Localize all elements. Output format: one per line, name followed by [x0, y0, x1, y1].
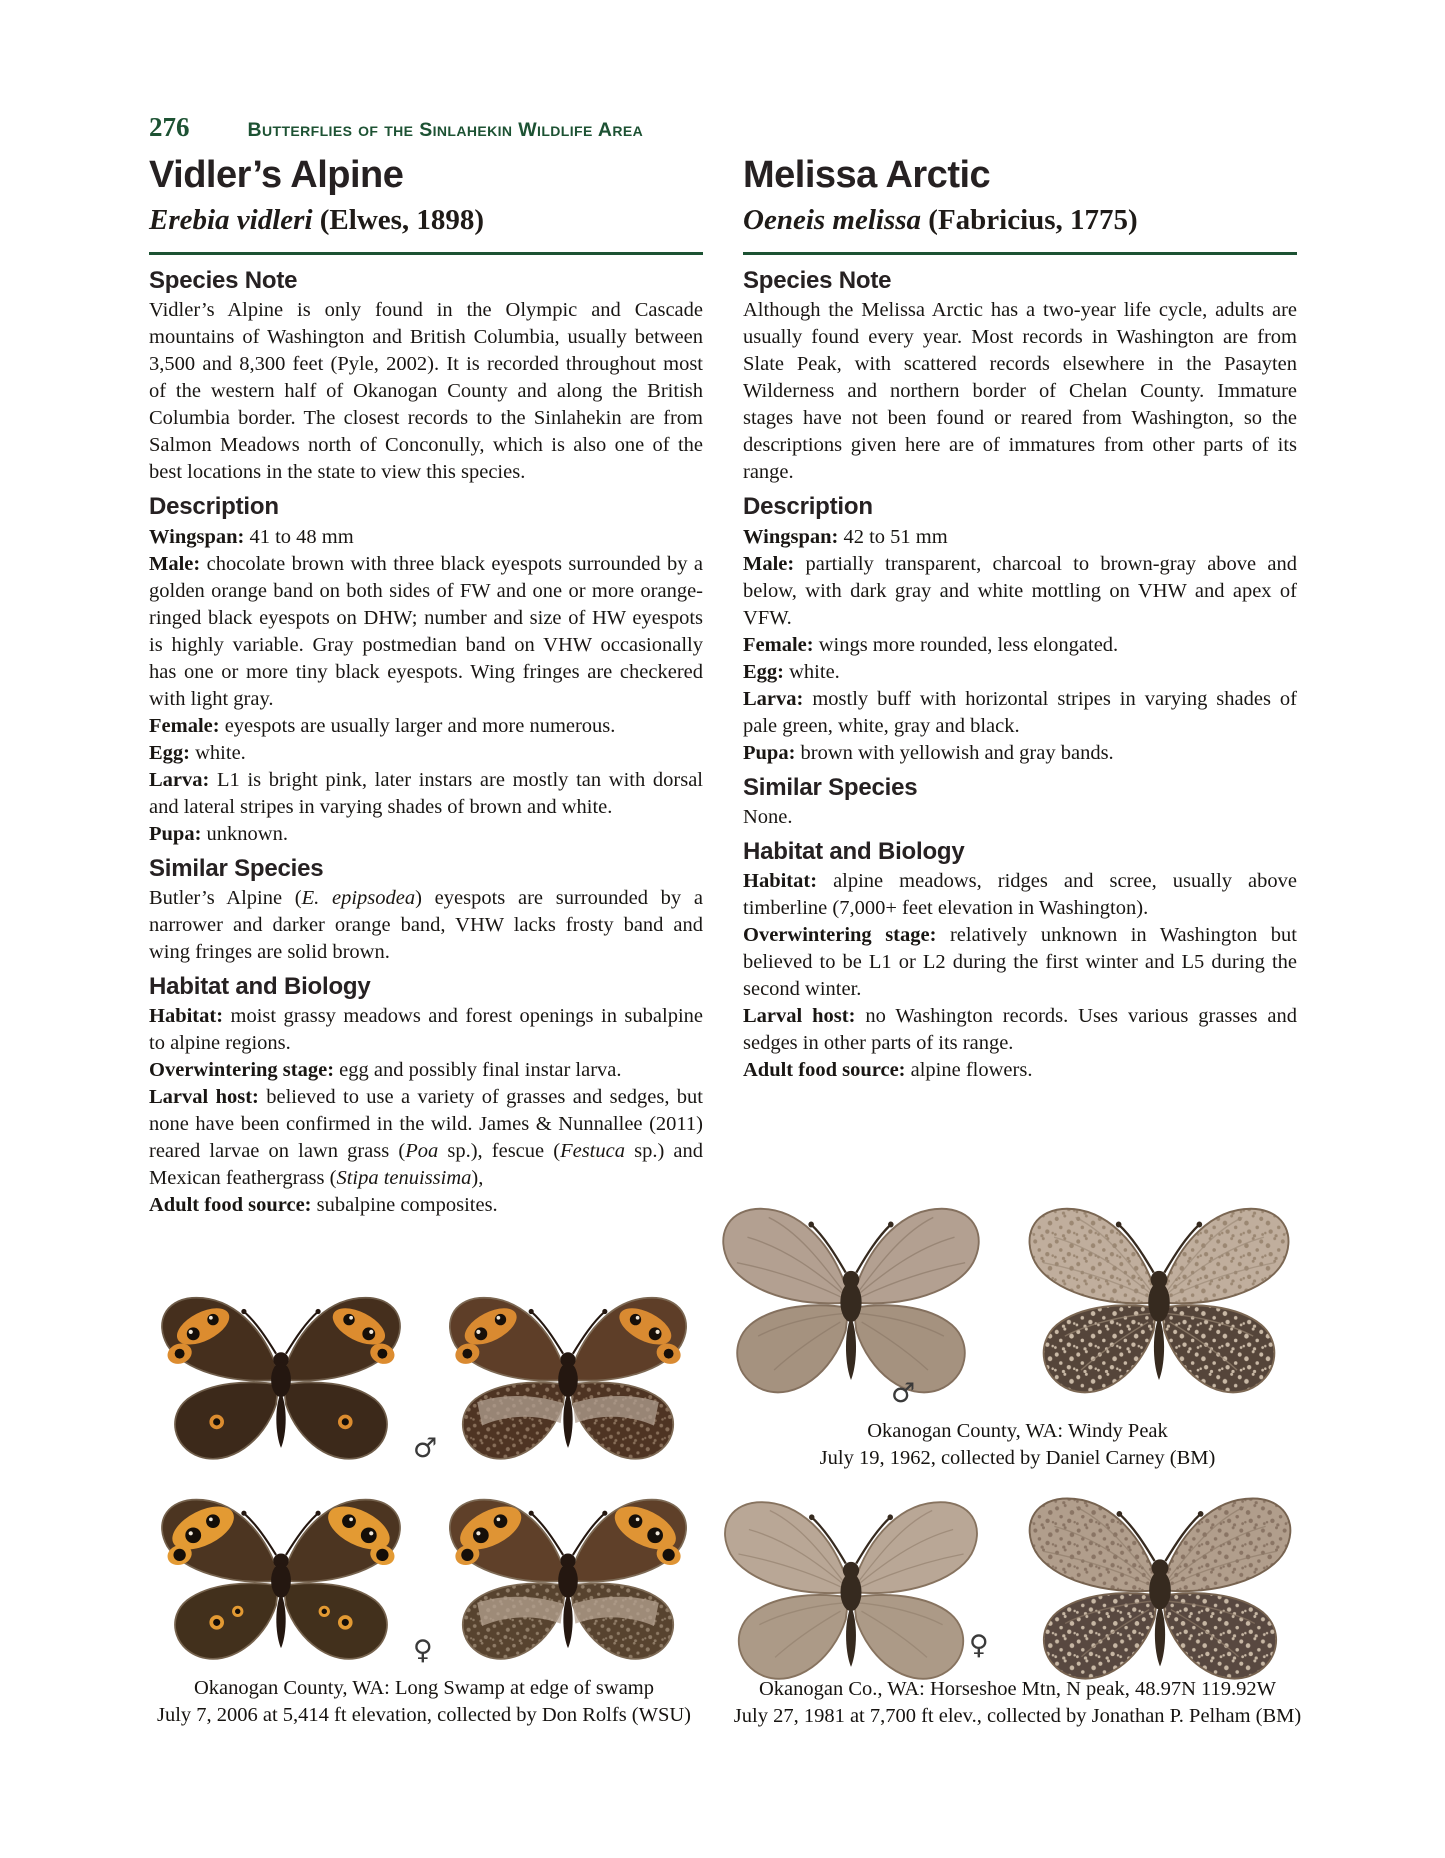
text-run: Male: [149, 552, 201, 575]
butterfly-vidlers-alpine-male-dorsal [145, 1283, 417, 1469]
text-run: wings more rounded, less elongated. [813, 633, 1119, 656]
paragraph [149, 740, 703, 767]
text-run: white. [190, 741, 246, 764]
text-run: alpine meadows, ridges and scree, usually above timberline (7,000+ feet elevation in Washington). [743, 870, 1297, 920]
paragraph [149, 1003, 703, 1057]
text-run: eyespots are usually larger and more numerous. [219, 714, 616, 737]
butterfly-vidlers-alpine-female-ventral [433, 1485, 703, 1669]
text-run: ) eyespots are surrounded by a narrower and darker orange band, VHW lacks frosty band and wing fringes are solid brown. [149, 886, 703, 963]
running-title: Butterflies of the Sinlahekin Wildlife Area [247, 119, 644, 141]
butterfly-melissa-arctic-female-dorsal [707, 1486, 995, 1690]
butterfly-illustration [1011, 1482, 1309, 1690]
caption-line: Okanogan County, WA: Windy Peak [867, 1420, 1168, 1442]
text-run: Habitat: [743, 870, 818, 893]
text-run: believed to use a variety of grasses and sedges, but none have been confirmed in the wild. James & Nunnallee (2011) reared larvae on lawn grass ( [149, 1086, 703, 1163]
butterfly-vidlers-alpine-male-ventral [433, 1283, 703, 1469]
text-run: chocolate brown with three black eyespots surrounded by a golden orange band on both sides of FW and one or more orange-ringed black eyespots on DHW; number and size of HW eyespots is highly variable. Gray postmedian band on VHW occasionally has one or more tiny black eyespots. Wing fringes are checkered with light gray. [149, 552, 703, 710]
text-run: ), [471, 1167, 484, 1190]
text-run: (Elwes, 1898) [312, 203, 485, 236]
text-run: white. [784, 660, 840, 683]
text-run: partially transparent, charcoal to brown-gray above and below, with dark gray and white mottling on VHW and apex of VFW. [743, 552, 1297, 629]
butterfly-illustration [705, 1192, 997, 1404]
paragraph [149, 885, 703, 966]
paragraph [149, 1192, 703, 1219]
text-run: Adult food source: [149, 1194, 312, 1217]
text-run: Wingspan: [743, 525, 839, 548]
species-common-name: Melissa Arctic [743, 154, 991, 196]
butterfly-illustration [145, 1283, 417, 1469]
section-heading: Description [149, 493, 279, 521]
butterfly-vidlers-alpine-female-dorsal [145, 1485, 417, 1669]
figure-melissa-arctic [705, 1192, 1330, 1747]
text-run: (Fabricius, 1775) [921, 203, 1138, 236]
paragraph [743, 551, 1297, 632]
paragraph [743, 740, 1297, 767]
paragraph [743, 297, 1297, 486]
species-article-vidlers-alpine [149, 156, 703, 1219]
species-sections [743, 268, 1297, 1085]
species-sections [149, 268, 703, 1220]
text-run: Pupa: [743, 741, 796, 764]
paragraph [743, 1003, 1297, 1057]
text-run: L1 is bright pink, later instars are mostly tan with dorsal and lateral stripes in varying shades of brown and white. [149, 768, 703, 818]
female-symbol: ♀ [413, 1635, 433, 1666]
female-symbol: ♀ [969, 1630, 989, 1661]
butterfly-melissa-arctic-male-dorsal [705, 1192, 997, 1404]
caption-line: Okanogan County, WA: Long Swamp at edge of swamp [193, 1677, 655, 1699]
text-run: Vidler’s Alpine is only found in the Olympic and Cascade mountains of Washington and British Columbia, usually between 3,500 and 8,300 feet (Pyle, 2002). It is recorded throughout most of the western half of Okanogan County and along the British Columbia border. The closest records to the Sinlahekin are from Salmon Meadows north of Conconully, which is also one of the best locations in the state to view this species. [149, 299, 703, 484]
species-scientific-name [743, 205, 1297, 237]
text-run: sp.), fescue ( [438, 1140, 561, 1163]
text-run: None. [743, 805, 793, 828]
paragraph [743, 632, 1297, 659]
paragraph [149, 767, 703, 821]
text-run: mostly buff with horizontal stripes in varying shades of pale green, white, gray and black. [743, 687, 1297, 737]
species-columns [149, 156, 1297, 1219]
text-run: Poa [405, 1140, 439, 1163]
text-run: sp.) and Mexican feathergrass ( [149, 1140, 704, 1190]
text-run: Larval host: [743, 1005, 856, 1028]
text-run: Oeneis melissa [743, 203, 922, 236]
species-scientific-name [149, 205, 703, 237]
butterfly-melissa-arctic-female-ventral [1011, 1482, 1309, 1690]
paragraph [743, 686, 1297, 740]
text-run: egg and possibly final instar larva. [334, 1059, 622, 1082]
section-heading: Similar Species [149, 854, 324, 882]
text-run: Male: [743, 552, 795, 575]
butterfly-illustration [145, 1485, 417, 1669]
section-heading: Species Note [743, 266, 892, 294]
text-run: moist grassy meadows and forest openings in subalpine to alpine regions. [149, 1005, 703, 1055]
paragraph [743, 1057, 1297, 1084]
species-article-melissa-arctic [743, 156, 1297, 1219]
text-run: subalpine composites. [311, 1194, 498, 1217]
text-run: Female: [149, 714, 220, 737]
male-symbol: ♂ [891, 1378, 916, 1409]
text-run: Adult food source: [743, 1059, 906, 1082]
caption-line: July 7, 2006 at 5,414 ft elevation, collected by Don Rolfs (WSU) [156, 1704, 692, 1726]
text-run: relatively unknown in Washington but believed to be L1 or L2 during the first winter and L5 during the second winter. [743, 924, 1297, 1001]
text-run: Although the Melissa Arctic has a two-year life cycle, adults are usually found every year. Most records in Washington are from Slate Peak, with scattered records elsewhere in the Pasayten Wilderness and northern border of Chelan County. Immature stages have not been found or reared from Washington, so the descriptions given here are of immatures from other parts of its range. [743, 299, 1297, 484]
text-run: Overwintering stage: [149, 1059, 335, 1082]
text-run: Larval host: [149, 1086, 259, 1109]
text-run: Female: [743, 633, 814, 656]
paragraph [149, 551, 703, 713]
male-symbol: ♂ [413, 1433, 438, 1464]
text-run: Stipa tenuissima [336, 1167, 472, 1190]
butterfly-illustration [707, 1486, 995, 1690]
caption-line: Okanogan Co., WA: Horseshoe Mtn, N peak, 48.97N 119.92W [759, 1678, 1276, 1700]
paragraph [743, 868, 1297, 922]
butterfly-melissa-arctic-male-ventral [1011, 1192, 1307, 1404]
butterfly-illustration [1011, 1192, 1307, 1404]
text-run: Larva: [149, 768, 210, 791]
paragraph [743, 804, 1297, 831]
paragraph [743, 659, 1297, 686]
caption-line: July 19, 1962, collected by Daniel Carney (BM) [819, 1447, 1216, 1469]
text-run: unknown. [201, 822, 288, 845]
paragraph [149, 524, 703, 551]
text-run: Erebia vidleri [149, 203, 313, 236]
section-heading: Description [743, 493, 873, 521]
text-run: no Washington records. Uses various grasses and sedges in other parts of its range. [743, 1005, 1297, 1055]
text-run: alpine flowers. [905, 1059, 1033, 1082]
paragraph [743, 922, 1297, 1003]
figure-caption-melissa-arctic-female [705, 1676, 1330, 1730]
text-run: Egg: [149, 741, 190, 764]
text-run: Wingspan: [149, 525, 245, 548]
text-run: Egg: [743, 660, 784, 683]
figure-caption-melissa-arctic-male [705, 1418, 1330, 1472]
paragraph [149, 713, 703, 740]
species-common-name: Vidler’s Alpine [149, 154, 404, 196]
text-run: 41 to 48 mm [244, 525, 354, 548]
text-run: Butler’s Alpine ( [149, 886, 302, 909]
text-run: Larva: [743, 687, 804, 710]
text-run: brown with yellowish and gray bands. [795, 741, 1114, 764]
text-run: 42 to 51 mm [838, 525, 948, 548]
figure-vidlers-alpine [145, 1283, 703, 1743]
paragraph [743, 524, 1297, 551]
text-run: Pupa: [149, 822, 202, 845]
text-run: E. epipsodea [301, 886, 416, 909]
butterfly-illustration [433, 1485, 703, 1669]
green-divider [149, 252, 703, 255]
page-number: 276 [149, 112, 190, 142]
section-heading: Species Note [149, 266, 298, 294]
butterfly-illustration [433, 1283, 703, 1469]
section-heading: Habitat and Biology [743, 837, 965, 865]
text-run: Habitat: [149, 1005, 224, 1028]
section-heading: Habitat and Biology [149, 972, 371, 1000]
paragraph [149, 1084, 703, 1192]
section-heading: Similar Species [743, 773, 918, 801]
caption-line: July 27, 1981 at 7,700 ft elev., collected by Jonathan P. Pelham (BM) [733, 1705, 1302, 1727]
paragraph [149, 297, 703, 486]
text-run: Overwintering stage: [743, 924, 937, 947]
running-header [149, 112, 643, 143]
paragraph [149, 821, 703, 848]
paragraph [149, 1057, 703, 1084]
figure-caption-vidlers-alpine [145, 1675, 703, 1729]
green-divider [743, 252, 1297, 255]
text-run: Festuca [560, 1140, 625, 1163]
